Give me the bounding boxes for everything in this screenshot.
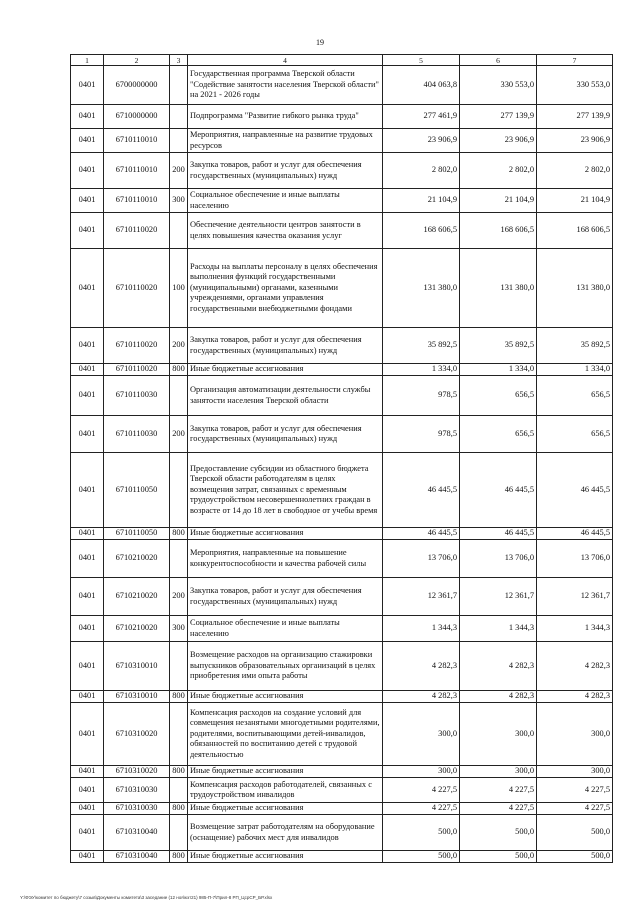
- expense-type-code: [170, 66, 188, 105]
- amount-col7: 13 706,0: [537, 540, 613, 578]
- target-article-code: 6710110030: [104, 376, 170, 416]
- target-article-code: 6710310040: [104, 851, 170, 863]
- amount-col6: 35 892,5: [460, 328, 537, 364]
- section-code: 0401: [71, 249, 104, 328]
- expense-type-code: [170, 376, 188, 416]
- section-code: 0401: [71, 453, 104, 528]
- target-article-code: 6710310020: [104, 766, 170, 778]
- section-code: 0401: [71, 815, 104, 851]
- amount-col5: 4 227,5: [383, 803, 460, 815]
- table-row: [71, 691, 613, 703]
- table-row: [71, 528, 613, 540]
- target-article-code: 6710000000: [104, 105, 170, 129]
- item-description: Возмещение расходов на организацию стажировки выпускников образовательных организаций в целях приобретения ими опыта работы: [188, 642, 383, 691]
- column-header: 6: [460, 55, 537, 66]
- expense-type-code: [170, 129, 188, 153]
- target-article-code: 6710210020: [104, 616, 170, 642]
- amount-col7: 23 906,9: [537, 129, 613, 153]
- section-code: 0401: [71, 778, 104, 803]
- amount-col5: 131 380,0: [383, 249, 460, 328]
- amount-col6: 168 606,5: [460, 213, 537, 249]
- target-article-code: 6710310040: [104, 815, 170, 851]
- amount-col6: 500,0: [460, 815, 537, 851]
- amount-col6: 1 334,0: [460, 364, 537, 376]
- amount-col5: 4 227,5: [383, 778, 460, 803]
- table-row: [71, 803, 613, 815]
- expense-type-code: 800: [170, 528, 188, 540]
- expense-type-code: 100: [170, 249, 188, 328]
- amount-col6: 277 139,9: [460, 105, 537, 129]
- amount-col7: 656,5: [537, 376, 613, 416]
- amount-col7: 4 282,3: [537, 691, 613, 703]
- target-article-code: 6710310030: [104, 803, 170, 815]
- expense-type-code: 200: [170, 416, 188, 453]
- table-row: [71, 815, 613, 851]
- expense-type-code: [170, 703, 188, 766]
- item-description: Обеспечение деятельности центров занятости в целях повышения качества оказания услуг: [188, 213, 383, 249]
- amount-col6: 300,0: [460, 703, 537, 766]
- column-header: 2: [104, 55, 170, 66]
- target-article-code: 6710110010: [104, 189, 170, 213]
- table-row: [71, 453, 613, 528]
- expense-type-code: 200: [170, 578, 188, 616]
- table-body: [71, 66, 613, 863]
- budget-table: [70, 54, 613, 863]
- expense-type-code: 300: [170, 189, 188, 213]
- target-article-code: 6710110020: [104, 328, 170, 364]
- amount-col5: 46 445,5: [383, 528, 460, 540]
- amount-col5: 300,0: [383, 703, 460, 766]
- column-header: 1: [71, 55, 104, 66]
- target-article-code: 6710110050: [104, 453, 170, 528]
- target-article-code: 6710310010: [104, 691, 170, 703]
- amount-col7: 300,0: [537, 766, 613, 778]
- file-path-footer: Y:\ФЭУ\комитет по бюджету\7 созыв\Документы комитета\3 заседание (12 ноя\кэт21) 985-П-7\Прил-8 РП_ЦсрСР_БР.xlsx: [20, 895, 273, 900]
- amount-col6: 300,0: [460, 766, 537, 778]
- item-description: Предоставление субсидии из областного бюджета Тверской области работодателям в целях возмещения затрат, связанных с временным трудоустройством несовершеннолетних граждан в возрасте от 14 до 18 лет в свободное от учебы время: [188, 453, 383, 528]
- amount-col6: 2 802,0: [460, 153, 537, 189]
- amount-col7: 1 334,0: [537, 364, 613, 376]
- expense-type-code: [170, 778, 188, 803]
- table-row: [71, 105, 613, 129]
- amount-col6: 12 361,7: [460, 578, 537, 616]
- column-header: 4: [188, 55, 383, 66]
- amount-col5: 277 461,9: [383, 105, 460, 129]
- item-description: Организация автоматизации деятельности службы занятости населения Тверской области: [188, 376, 383, 416]
- amount-col7: 1 344,3: [537, 616, 613, 642]
- expense-type-code: 800: [170, 803, 188, 815]
- section-code: 0401: [71, 616, 104, 642]
- amount-col7: 4 227,5: [537, 803, 613, 815]
- amount-col5: 404 063,8: [383, 66, 460, 105]
- amount-col7: 4 227,5: [537, 778, 613, 803]
- target-article-code: 6710110050: [104, 528, 170, 540]
- expense-type-code: 800: [170, 364, 188, 376]
- table-row: [71, 66, 613, 105]
- amount-col5: 500,0: [383, 815, 460, 851]
- amount-col6: 4 227,5: [460, 803, 537, 815]
- section-code: 0401: [71, 766, 104, 778]
- amount-col7: 131 380,0: [537, 249, 613, 328]
- amount-col6: 46 445,5: [460, 453, 537, 528]
- table-row: [71, 416, 613, 453]
- amount-col5: 500,0: [383, 851, 460, 863]
- table-row: [71, 703, 613, 766]
- amount-col6: 21 104,9: [460, 189, 537, 213]
- section-code: 0401: [71, 416, 104, 453]
- table-row: [71, 778, 613, 803]
- amount-col5: 35 892,5: [383, 328, 460, 364]
- target-article-code: 6710310030: [104, 778, 170, 803]
- item-description: Государственная программа Тверской области "Содействие занятости населения Тверской области" на 2021 - 2026 годы: [188, 66, 383, 105]
- section-code: 0401: [71, 153, 104, 189]
- item-description: Расходы на выплаты персоналу в целях обеспечения выполнения функций государственными (муниципальными) органами, казенными учреждениями, органами управления государственными внебюджетными фондами: [188, 249, 383, 328]
- amount-col6: 4 282,3: [460, 642, 537, 691]
- table-row: [71, 540, 613, 578]
- item-description: Мероприятия, направленные на развитие трудовых ресурсов: [188, 129, 383, 153]
- column-header: 7: [537, 55, 613, 66]
- amount-col7: 500,0: [537, 851, 613, 863]
- amount-col7: 277 139,9: [537, 105, 613, 129]
- amount-col5: 978,5: [383, 416, 460, 453]
- amount-col6: 23 906,9: [460, 129, 537, 153]
- amount-col6: 4 227,5: [460, 778, 537, 803]
- target-article-code: 6710110010: [104, 129, 170, 153]
- amount-col5: 1 334,0: [383, 364, 460, 376]
- amount-col6: 4 282,3: [460, 691, 537, 703]
- target-article-code: 6710310020: [104, 703, 170, 766]
- column-header: 5: [383, 55, 460, 66]
- amount-col7: 500,0: [537, 815, 613, 851]
- section-code: 0401: [71, 364, 104, 376]
- expense-type-code: 200: [170, 153, 188, 189]
- target-article-code: 6710210020: [104, 540, 170, 578]
- table-row: [71, 851, 613, 863]
- amount-col5: 168 606,5: [383, 213, 460, 249]
- item-description: Иные бюджетные ассигнования: [188, 851, 383, 863]
- section-code: 0401: [71, 189, 104, 213]
- amount-col5: 4 282,3: [383, 642, 460, 691]
- item-description: Компенсация расходов на создание условий для совмещения незанятыми многодетными родителями, родителями, воспитывающими детей-инвалидов, обязанностей по воспитанию детей с трудовой деятельностью: [188, 703, 383, 766]
- table-row: [71, 766, 613, 778]
- amount-col5: 300,0: [383, 766, 460, 778]
- table-row: [71, 642, 613, 691]
- table-row: [71, 153, 613, 189]
- item-description: Иные бюджетные ассигнования: [188, 364, 383, 376]
- amount-col5: 13 706,0: [383, 540, 460, 578]
- table-row: [71, 578, 613, 616]
- amount-col5: 21 104,9: [383, 189, 460, 213]
- section-code: 0401: [71, 105, 104, 129]
- table-row: [71, 616, 613, 642]
- target-article-code: 6700000000: [104, 66, 170, 105]
- table-row: [71, 129, 613, 153]
- section-code: 0401: [71, 703, 104, 766]
- amount-col5: 23 906,9: [383, 129, 460, 153]
- amount-col7: 46 445,5: [537, 528, 613, 540]
- item-description: Закупка товаров, работ и услуг для обеспечения государственных (муниципальных) нужд: [188, 416, 383, 453]
- item-description: Иные бюджетные ассигнования: [188, 528, 383, 540]
- expense-type-code: [170, 105, 188, 129]
- item-description: Закупка товаров, работ и услуг для обеспечения государственных (муниципальных) нужд: [188, 328, 383, 364]
- section-code: 0401: [71, 578, 104, 616]
- section-code: 0401: [71, 129, 104, 153]
- amount-col6: 131 380,0: [460, 249, 537, 328]
- item-description: Иные бюджетные ассигнования: [188, 766, 383, 778]
- target-article-code: 6710110030: [104, 416, 170, 453]
- expense-type-code: [170, 642, 188, 691]
- target-article-code: 6710110020: [104, 364, 170, 376]
- amount-col7: 656,5: [537, 416, 613, 453]
- section-code: 0401: [71, 540, 104, 578]
- table-row: [71, 249, 613, 328]
- expense-type-code: [170, 213, 188, 249]
- amount-col5: 2 802,0: [383, 153, 460, 189]
- item-description: Социальное обеспечение и иные выплаты населению: [188, 616, 383, 642]
- amount-col6: 656,5: [460, 376, 537, 416]
- amount-col6: 46 445,5: [460, 528, 537, 540]
- amount-col5: 4 282,3: [383, 691, 460, 703]
- target-article-code: 6710110020: [104, 249, 170, 328]
- section-code: 0401: [71, 528, 104, 540]
- expense-type-code: [170, 815, 188, 851]
- expense-type-code: 800: [170, 691, 188, 703]
- amount-col6: 330 553,0: [460, 66, 537, 105]
- section-code: 0401: [71, 851, 104, 863]
- item-description: Компенсация расходов работодателей, связанных с трудоустройством инвалидов: [188, 778, 383, 803]
- amount-col7: 168 606,5: [537, 213, 613, 249]
- target-article-code: 6710210020: [104, 578, 170, 616]
- amount-col7: 300,0: [537, 703, 613, 766]
- amount-col7: 4 282,3: [537, 642, 613, 691]
- item-description: Возмещение затрат работодателям на оборудование (оснащение) рабочих мест для инвалидов: [188, 815, 383, 851]
- target-article-code: 6710110010: [104, 153, 170, 189]
- item-description: Закупка товаров, работ и услуг для обеспечения государственных (муниципальных) нужд: [188, 153, 383, 189]
- expense-type-code: 200: [170, 328, 188, 364]
- section-code: 0401: [71, 328, 104, 364]
- expense-type-code: 800: [170, 766, 188, 778]
- expense-type-code: 300: [170, 616, 188, 642]
- column-header: 3: [170, 55, 188, 66]
- target-article-code: 6710310010: [104, 642, 170, 691]
- table-row: [71, 364, 613, 376]
- item-description: Социальное обеспечение и иные выплаты населению: [188, 189, 383, 213]
- item-description: Иные бюджетные ассигнования: [188, 803, 383, 815]
- expense-type-code: [170, 453, 188, 528]
- amount-col6: 13 706,0: [460, 540, 537, 578]
- page-number: 19: [316, 38, 324, 47]
- item-description: Подпрограмма "Развитие гибкого рынка труда": [188, 105, 383, 129]
- item-description: Иные бюджетные ассигнования: [188, 691, 383, 703]
- table-row: [71, 328, 613, 364]
- expense-type-code: [170, 540, 188, 578]
- table-row: [71, 189, 613, 213]
- table-row: [71, 376, 613, 416]
- section-code: 0401: [71, 691, 104, 703]
- table-row: [71, 213, 613, 249]
- header-row: [71, 55, 613, 66]
- section-code: 0401: [71, 376, 104, 416]
- item-description: Закупка товаров, работ и услуг для обеспечения государственных (муниципальных) нужд: [188, 578, 383, 616]
- amount-col6: 656,5: [460, 416, 537, 453]
- target-article-code: 6710110020: [104, 213, 170, 249]
- expense-type-code: 800: [170, 851, 188, 863]
- amount-col7: 330 553,0: [537, 66, 613, 105]
- amount-col7: 2 802,0: [537, 153, 613, 189]
- amount-col5: 12 361,7: [383, 578, 460, 616]
- amount-col7: 35 892,5: [537, 328, 613, 364]
- item-description: Мероприятия, направленные на повышение конкурентоспособности и качества рабочей силы: [188, 540, 383, 578]
- section-code: 0401: [71, 803, 104, 815]
- amount-col5: 1 344,3: [383, 616, 460, 642]
- amount-col7: 46 445,5: [537, 453, 613, 528]
- amount-col5: 46 445,5: [383, 453, 460, 528]
- section-code: 0401: [71, 66, 104, 105]
- amount-col6: 500,0: [460, 851, 537, 863]
- amount-col7: 21 104,9: [537, 189, 613, 213]
- section-code: 0401: [71, 642, 104, 691]
- section-code: 0401: [71, 213, 104, 249]
- amount-col7: 12 361,7: [537, 578, 613, 616]
- amount-col5: 978,5: [383, 376, 460, 416]
- amount-col6: 1 344,3: [460, 616, 537, 642]
